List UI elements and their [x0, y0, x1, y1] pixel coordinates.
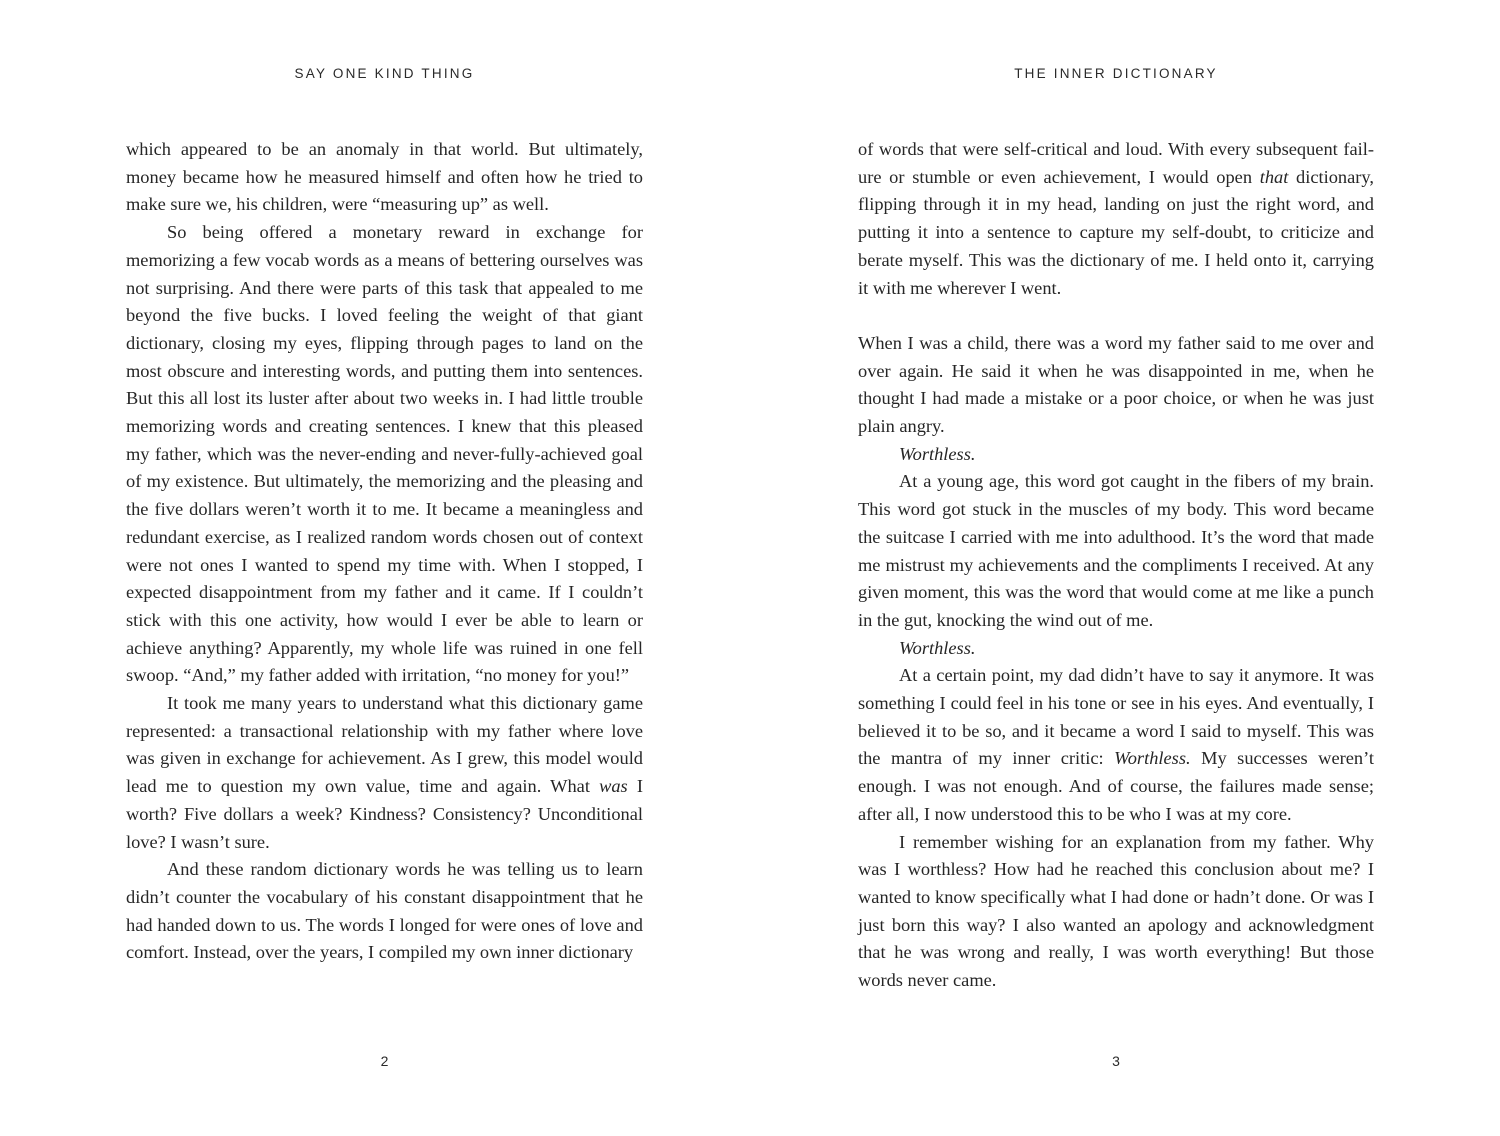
- page-number-left: 2: [380, 1053, 389, 1069]
- paragraph-italic: Worthless.: [899, 637, 976, 658]
- left-page: [126, 0, 643, 1136]
- paragraph: So being offered a monetary reward in exchange for memorizing a few vocab words as a means of bettering ourselves was not surprising. And there were parts of this task that appealed to me beyond the five bucks. I loved feeling the weight of that giant dictionary, closing my eyes, flipping through pages to land on the most obscure and interesting words, and putting them into sentences. But this all lost its luster after about two weeks in. I had little trouble memorizing words and creating sentences. I knew that this pleased my father, which was the never-ending and never-fully-achieved goal of my existence. But ultimately, the memorizing and the pleasing and the five dollars weren’t worth it to me. It became a meaningless and redundant exercise, as I realized random words chosen out of context were not ones I wanted to spend my time with. When I stopped, I expected disappointment from my father and it came. If I couldn’t stick with this one activity, how would I ever be able to learn or achieve anything? Apparently, my whole life was ruined in one fell swoop. “And,” my father added with irritation, “no money for you!”: [126, 222, 643, 686]
- paragraph-italic: Worthless.: [899, 443, 976, 464]
- paragraph: It took me many years to understand what this dictionary game represented: a transactional relationship with my father where love was given in exchange for achievement. As I grew, this model would lead me to question my own value, time and again. What was I worth? Five dollars a week? Kindness? Consistency? Unconditional love? I wasn’t sure.: [126, 693, 643, 852]
- running-head-right: THE INNER DICTIONARY: [1014, 66, 1218, 81]
- emphasis: was: [599, 776, 628, 797]
- paragraph: of words that were self-critical and loud. With every subsequent failure or stumble or even achievement, I would open that dictionary, flipping through it in my head, landing on just the right word, and putting it into a sentence to capture my self-doubt, to criticize and berate myself. This was the dictionary of me. I held onto it, carrying it with me wherever I went.: [858, 139, 1375, 298]
- paragraph: At a certain point, my dad didn’t have to say it anymore. It was something I could feel in his tone or see in his eyes. And eventually, I believed it to be so, and it became a word I said to myself. This was the mantra of my inner critic: Worthless. My successes weren’t enough. I was not enough. And of course, the failures made sense; after all, I now understood this to be who I was at my core.: [858, 665, 1374, 824]
- paragraph: I remember wishing for an explanation from my father. Why was I worthless? How had he reached this conclusion about me? I wanted to know specifically what I had done or hadn’t done. Or was I just born this way? I also wanted an apology and acknowledgment that he was wrong and really, I was worth everything! But those words never came.: [858, 831, 1374, 991]
- emphasis: Worthless.: [1114, 748, 1191, 769]
- right-page: [858, 0, 1374, 1136]
- left-page-body: [126, 136, 643, 967]
- paragraph: When I was a child, there was a word my father said to me over and over again. He said it when he was disappointed in me, when he thought I had made a mistake or a poor choice, or when he was just plain angry.: [858, 332, 1374, 437]
- running-head-left: SAY ONE KIND THING: [294, 66, 475, 81]
- paragraph: which appeared to be an anomaly in that world. But ultimately, money became how he measured himself and often how he tried to make sure we, his children, were “measuring up” as well.: [126, 139, 643, 215]
- paragraph: At a young age, this word got caught in the fibers of my brain. This word got stuck in the muscles of my body. This word became the suitcase I carried with me into adulthood. It’s the word that made me mistrust my achievements and the compliments I received. At any given moment, this was the word that would come at me like a punch in the gut, knocking the wind out of me.: [858, 471, 1374, 630]
- page-number-right: 3: [1112, 1053, 1120, 1069]
- right-page-body: [858, 136, 1374, 995]
- paragraph: And these random dictionary words he was telling us to learn didn’t counter the vocabulary of his constant disappointment that he had handed down to us. The words I longed for were ones of love and comfort. Instead, over the years, I compiled my own inner dictionary: [126, 859, 643, 963]
- emphasis: that: [1259, 166, 1289, 187]
